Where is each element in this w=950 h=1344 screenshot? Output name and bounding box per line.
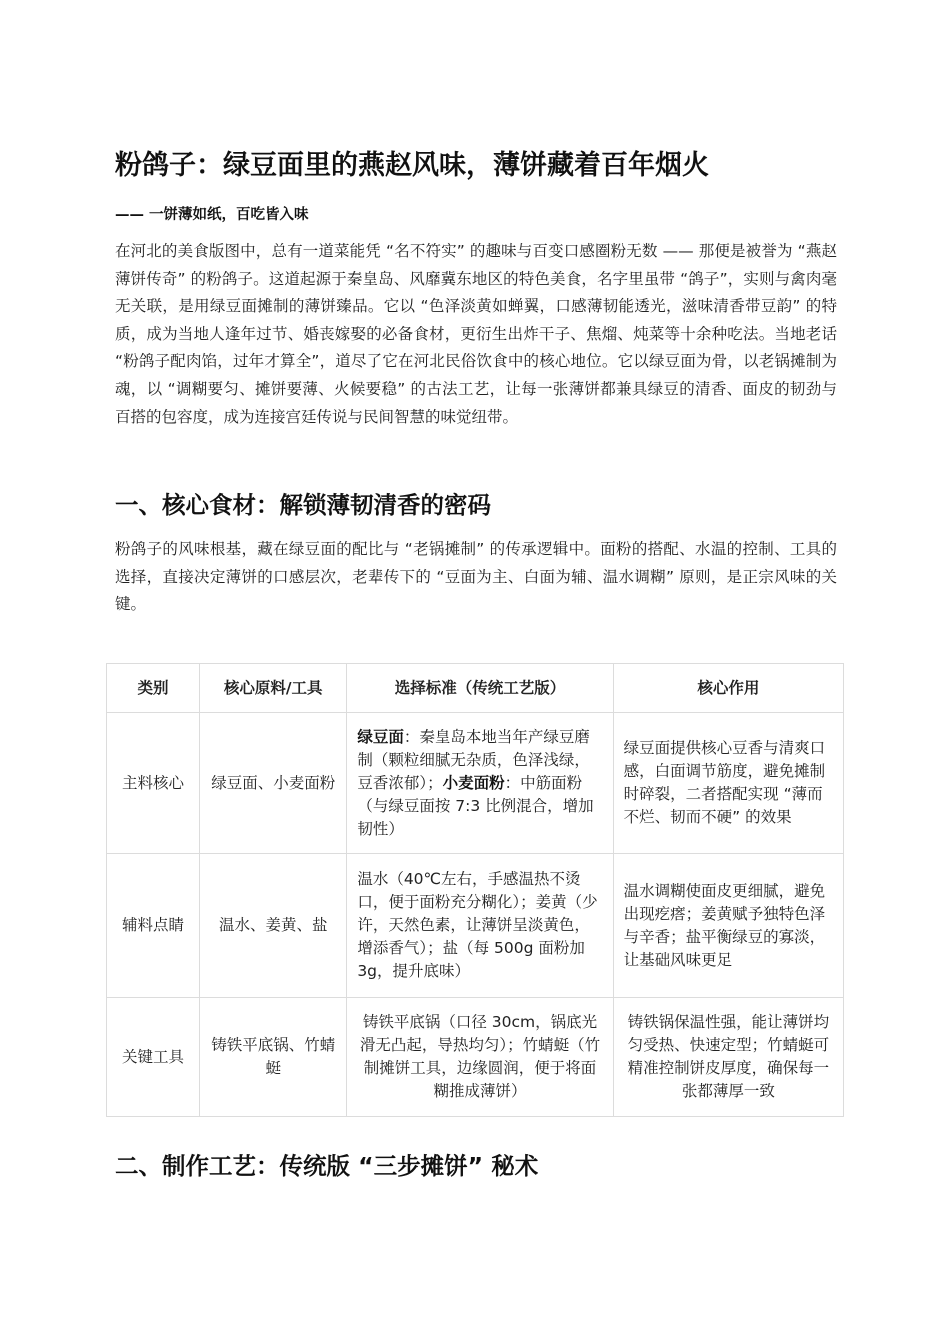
effect-cell: 铸铁锅保温性强，能让薄饼均匀受热、快速定型；竹蜻蜓可精准控制饼皮厚度，确保每一张都薄厚一致 — [613, 998, 843, 1117]
category-cell: 辅料点睛 — [107, 854, 200, 998]
table-header-cell: 核心作用 — [613, 664, 843, 713]
article-title: 粉鸽子：绿豆面里的燕赵风味，薄饼藏着百年烟火 — [115, 150, 709, 181]
table-header-cell: 类别 — [107, 664, 200, 713]
standard-cell — [347, 713, 613, 854]
intro-paragraph: 在河北的美食版图中，总有一道菜能凭 “名不符实” 的趣味与百变口感圈粉无数 —— 那便是被誉为 “燕赵薄饼传奇” 的粉鸽子。这道起源于秦皇岛、风靡冀东地区的特色美食，名字里虽带 “鸽子”，实则与禽肉毫无关联，是用绿豆面摊制的薄饼臻品。它以 “色泽淡黄如蝉翼，口感薄韧能透光，滋味清香带豆韵” 的特质，成为当地人逢年过节、婚丧嫁娶的必备食材，更衍生出炸干子、焦熘、炖菜等十余种吃法。当地老话 “粉鸽子配肉馅，过年才算全”，道尽了它在河北民俗饮食中的核心地位。它以绿豆面为骨，以老锅摊制为魂，以 “调糊要匀、摊饼要薄、火候要稳” 的古法工艺，让每一张薄饼都兼具绿豆的清香、面皮的韧劲与百搭的包容度，成为连接宫廷传说与民间智慧的味觉纽带。 — [115, 242, 837, 426]
section-2-heading: 二、制作工艺：传统版 “三步摊饼” 秘术 — [115, 1152, 539, 1180]
section-1-paragraph: 粉鸽子的风味根基，藏在绿豆面的配比与 “老锅摊制” 的传承逻辑中。面粉的搭配、水温的控制、工具的选择，直接决定薄饼的口感层次，老辈传下的 “豆面为主、白面为辅、温水调糊” 原则，是正宗风味的关键。 — [115, 540, 837, 614]
effect-cell: 温水调糊使面皮更细腻，避免出现疙瘩；姜黄赋予独特色泽与辛香；盐平衡绿豆的寡淡，让基础风味更足 — [613, 854, 843, 998]
ingredients-table — [106, 663, 844, 1117]
materials-cell: 铸铁平底锅、竹蜻蜓 — [200, 998, 347, 1117]
category-cell: 主料核心 — [107, 713, 200, 854]
standard-keyword: 绿豆面 — [357, 727, 404, 746]
table-header-cell: 选择标准（传统工艺版） — [347, 664, 613, 713]
standard-text: ：秦皇岛本地当年产绿豆磨制（颗粒细腻无杂质，色泽浅绿，豆香浓郁）； — [357, 727, 590, 792]
section-1-heading: 一、核心食材：解锁薄韧清香的密码 — [115, 491, 491, 519]
table-header-row — [107, 664, 844, 713]
article-subtitle: —— 一饼薄如纸，百吃皆入味 — [115, 207, 309, 223]
table-row — [107, 713, 844, 854]
category-cell: 关键工具 — [107, 998, 200, 1117]
effect-cell: 绿豆面提供核心豆香与清爽口感，白面调节筋度，避免摊制时碎裂，二者搭配实现 “薄而不烂、韧而不硬” 的效果 — [613, 713, 843, 854]
materials-cell: 温水、姜黄、盐 — [200, 854, 347, 998]
materials-cell: 绿豆面、小麦面粉 — [200, 713, 347, 854]
table-row — [107, 854, 844, 998]
standard-cell: 铸铁平底锅（口径 30cm，锅底光滑无凸起，导热均匀）；竹蜻蜓（竹制摊饼工具，边缘圆润，便于将面糊推成薄饼） — [347, 998, 613, 1117]
standard-keyword: 小麦面粉 — [442, 773, 505, 792]
table-row — [107, 998, 844, 1117]
standard-text: ：中筋面粉（与绿豆面按 7:3 比例混合，增加韧性） — [357, 773, 594, 838]
standard-cell: 温水（40℃左右，手感温热不烫口，便于面粉充分糊化）；姜黄（少许，天然色素，让薄饼呈淡黄色，增添香气）；盐（每 500g 面粉加 3g，提升底味） — [347, 854, 613, 998]
table-header-cell: 核心原料/工具 — [200, 664, 347, 713]
